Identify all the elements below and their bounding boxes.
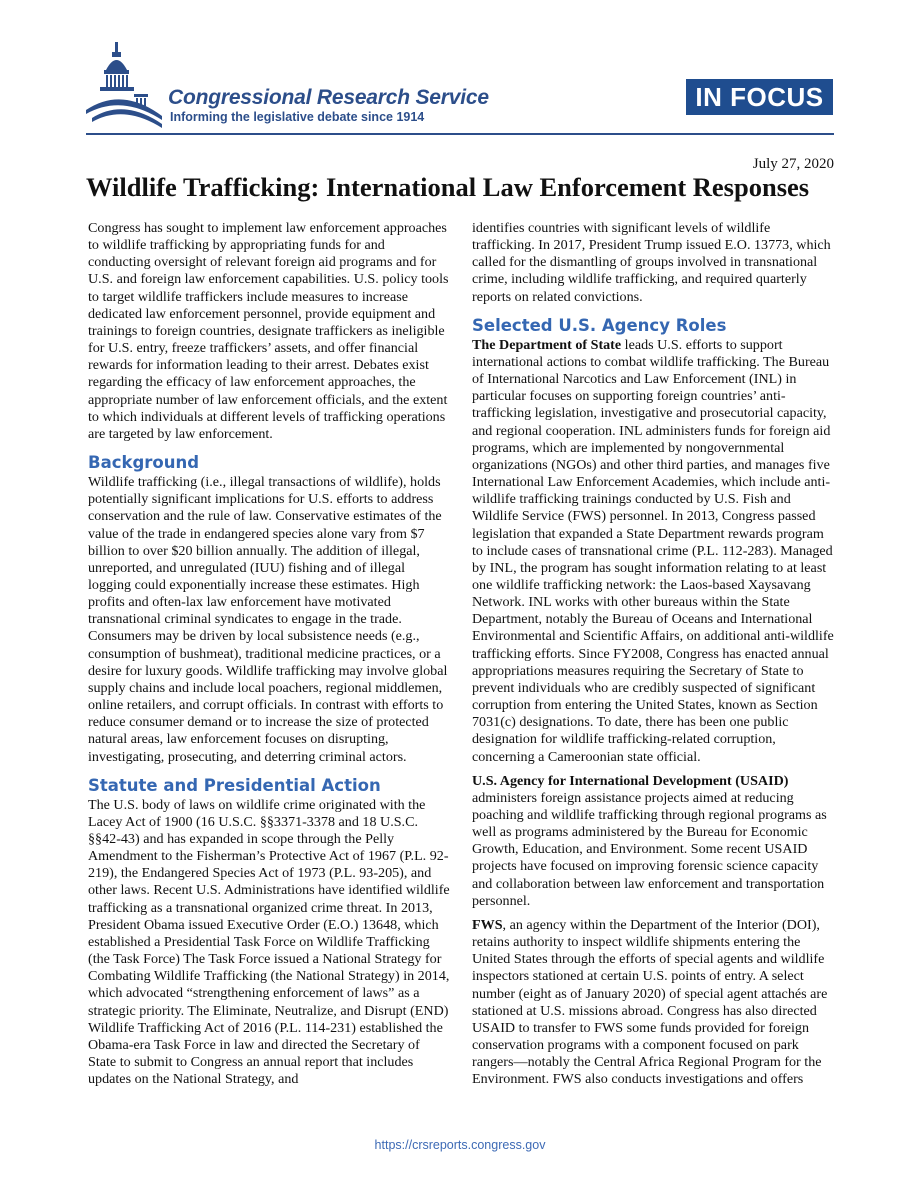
usaid-text: administers foreign assistance projects aimed at reducing poaching and wildlife trafficking through regional programs as well as programs administered by the Bureau for Economic Growth, Education, and Environment. Some recent USAID projects have focused on improving forensic science capacity and collaboration between law enforcement and transportation personnel. xyxy=(472,789,827,909)
header-divider xyxy=(86,133,834,135)
section-heading-statute: Statute and Presidential Action xyxy=(88,775,381,795)
usaid-lead: U.S. Agency for International Development (USAID) xyxy=(472,772,789,789)
report-date: July 27, 2020 xyxy=(752,156,834,172)
section-heading-agency-roles: Selected U.S. Agency Roles xyxy=(472,315,727,335)
usaid-paragraph xyxy=(472,773,834,910)
right-column xyxy=(472,220,834,1096)
state-department-text: leads U.S. efforts to support international actions to combat wildlife trafficking. The Bureau of International Narcotics and Law Enforcement (INL) in particular focuses on supporting foreign countries’ anti-trafficking legislation, investigative and prosecutorial capacity, and regional cooperation. INL administers funds for foreign aid programs, which are implemented by nongovernmental organizations (NGOs) and other third parties, and manages five International Law Enforcement Academies, which include anti-wildlife trafficking trainings conducted by U.S. Fish and Wildlife Service (FWS) personnel. In 2013, Congress passed legislation that expanded a State Department rewards program to include cases of transnational crime (P.L. 112-283). Managed by INL, the program has sought information relating to at least one wildlife trafficking network: the Laos-based Xaysavang Network. INL works with other bureaus within the State Department, notably the Bureau of Oceans and International Environmental and Scientific Affairs, on additional anti-wildlife trafficking efforts. Since FY2008, Congress has enacted annual appropriations measures requiring the Secretary of State to prevent individuals who are credibly suspected of significant corruption from entering the United States, known as Section 7031(c) designations. To date, there has been one public designation for wildlife trafficking-related corruption, concerning a Cameroonian state official. xyxy=(472,336,834,765)
org-name: Congressional Research Service xyxy=(168,86,489,109)
section-heading-background: Background xyxy=(88,453,200,473)
statute-paragraph: The U.S. body of laws on wildlife crime originated with the Lacey Act of 1900 (16 U.S.C. §§3371-3378 and 18 U.S.C. §§42-43) and has expanded in scope through the Pelly Amendment to the Fisherman’s Protective Act of 1967 (P.L. 92-219), the Endangered Species Act of 1973 (P.L. 93-205), and other laws. Recent U.S. Administrations have identified wildlife trafficking as a transnational organized crime threat. In 2013, President Obama issued Executive Order (E.O.) 13648, which established a Presidential Task Force on Wildlife Trafficking (the Task Force) The Task Force issued a National Strategy for Combating Wildlife Trafficking (the National Strategy) in 2014, which advocated “strengthening enforcement of laws” as a strategic priority. The Eliminate, Neutralize, and Disrupt (END) Wildlife Trafficking Act of 2016 (P.L. 114-231) established the Obama-era Task Force in law and directed the Secretary of State to submit to Congress an annual report that includes updates on the National Strategy, and xyxy=(88,796,450,1088)
intro-paragraph: Congress has sought to implement law enforcement approaches to wildlife trafficking by appropriating funds for and conducting oversight of relevant foreign aid programs and for U.S. and foreign law enforcement capabilities. U.S. policy tools to target wildlife traffickers include measures to increase dedicated law enforcement personnel, provide equipment and trainings to foreign countries, designate traffickers as ineligible for U.S. entry, freeze traffickers’ assets, and offer financial rewards for information leading to their arrest. Debates exist regarding the efficacy of law enforcement approaches, the appropriate number of law enforcement officials, and the extent to which individuals at different levels of trafficking operations are targeted by law enforcement. xyxy=(88,220,449,442)
in-focus-badge: IN FOCUS xyxy=(686,79,833,115)
left-column xyxy=(88,220,450,1095)
capitol-dome-icon xyxy=(82,40,166,130)
continued-paragraph: identifies countries with significant levels of wildlife trafficking. In 2017, President Trump issued E.O. 13773, which called for the dismantling of groups involved in transnational crime, including wildlife trafficking, and required quarterly reports on related convictions. xyxy=(472,220,831,305)
fws-text: , an agency within the Department of the Interior (DOI), retains authority to inspect wildlife shipments entering the United States through the efforts of special agents and wildlife inspectors stationed at certain U.S. points of entry. A select number (eight as of January 2020) of special agent attachés are stationed at U.S. missions abroad. Congress has also directed USAID to transfer to FWS some funds provided for foreign conservation programs with a component focused on park rangers—notably the Central Africa Regional Program for the Environment. FWS also conducts investigations and offers xyxy=(472,916,828,1088)
report-title: Wildlife Trafficking: International Law Enforcement Responses xyxy=(86,172,810,202)
fws-paragraph xyxy=(472,917,834,1089)
org-tagline: Informing the legislative debate since 1914 xyxy=(170,110,425,124)
report-header xyxy=(0,0,920,140)
background-paragraph: Wildlife trafficking (i.e., illegal transactions of wildlife), holds potentially significant implications for U.S. efforts to address conservation and the rule of law. Conservative estimates of the value of the trade in endangered species alone vary from $7 billion to over $20 billion annually. The addition of illegal, unreported, and unregulated (IUU) fishing and of illegal logging could exponentially increase these estimates. High profits and often-lax law enforcement have motivated transnational criminal syndicates to engage in the trade. Consumers may be driven by local subsistence needs (e.g., consumption of bushmeat), traditional medicine practices, or a desire for luxury goods. Wildlife trafficking may involve global supply chains and include local poachers, regional middlemen, online retailers, and corrupt officials. In contrast with efforts to reduce consumer demand or to increase the size of protected natural areas, law enforcement focuses on disrupting, investigating, prosecuting, and deterring criminal actors. xyxy=(88,474,448,765)
state-department-paragraph xyxy=(472,337,834,766)
fws-lead: FWS xyxy=(472,916,503,933)
footer-url[interactable]: https://crsreports.congress.gov xyxy=(374,1138,546,1152)
state-department-lead: The Department of State xyxy=(472,336,622,353)
